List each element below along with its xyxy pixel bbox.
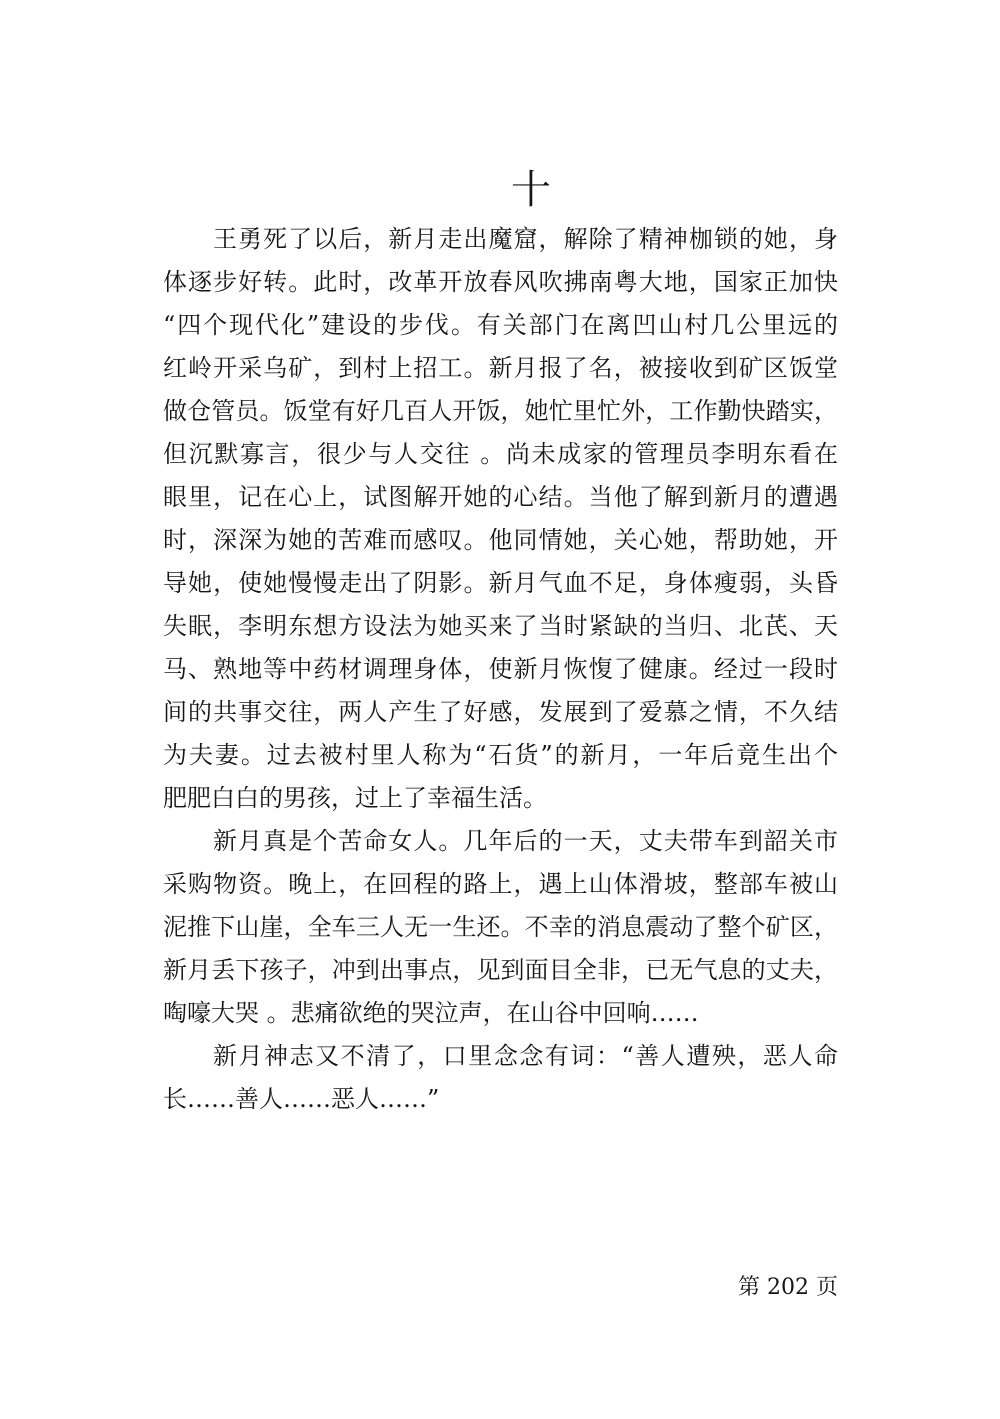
text-line: 新月真是个苦命女人。几年后的一天，丈夫带车到韶关市	[213, 827, 838, 855]
text-line: 啕嚎大哭 。悲痛欲绝的哭泣声，在山谷中回响……	[163, 999, 699, 1027]
text-line: 新月神志又不清了，口里念念有词：“善人遭殃，恶人命	[213, 1042, 838, 1070]
text-line: 长……善人……恶人……”	[163, 1085, 440, 1113]
text-line: 王勇死了以后，新月走出魔窟，解除了精神枷锁的她，身	[213, 225, 838, 253]
text-line: 间的共事交往，两人产生了好感，发展到了爱慕之情，不久结	[163, 698, 838, 726]
text-line: “四个现代化”建设的步伐。有关部门在离凹山村几公里远的	[163, 311, 838, 339]
text-line: 失眠，李明东想方设法为她买来了当时紧缺的当归、北芪、天	[163, 612, 838, 640]
text-line: 新月丢下孩子，冲到出事点，见到面目全非，已无气息的丈夫，	[163, 956, 838, 984]
text-line: 为夫妻。过去被村里人称为“石货”的新月，一年后竟生出个	[163, 741, 838, 769]
text-line: 做仓管员。饭堂有好几百人开饭，她忙里忙外，工作勤快踏实，	[163, 397, 838, 425]
text-line: 体逐步好转。此时，改革开放春风吹拂南粤大地，国家正加快	[163, 268, 838, 296]
chapter-title: 十	[511, 167, 551, 213]
text-line: 红岭开采乌矿，到村上招工。新月报了名，被接收到矿区饭堂	[163, 354, 838, 382]
page-number: 第 202 页	[738, 1275, 838, 1300]
text-line: 马、熟地等中药材调理身体，使新月恢愎了健康。经过一段时	[163, 655, 838, 683]
paragraph-3	[163, 1035, 838, 1121]
text-line: 肥肥白白的男孩，过上了幸福生活。	[163, 784, 547, 812]
text-line: 采购物资。晚上，在回程的路上，遇上山体滑坡，整部车被山	[163, 870, 838, 898]
text-line: 时，深深为她的苦难而感叹。他同情她，关心她，帮助她，开	[163, 526, 838, 554]
text-line: 眼里，记在心上，试图解开她的心结。当他了解到新月的遭遇	[163, 483, 838, 511]
text-line: 导她，使她慢慢走出了阴影。新月气血不足，身体瘦弱，头昏	[163, 569, 838, 597]
text-line: 泥推下山崖，全车三人无一生还。不幸的消息震动了整个矿区，	[163, 913, 838, 941]
paragraph-1	[163, 218, 838, 820]
text-line: 但沉默寡言，很少与人交往 。尚未成家的管理员李明东看在	[163, 440, 838, 468]
paragraph-2	[163, 820, 838, 1035]
chapter-body	[163, 218, 838, 1121]
